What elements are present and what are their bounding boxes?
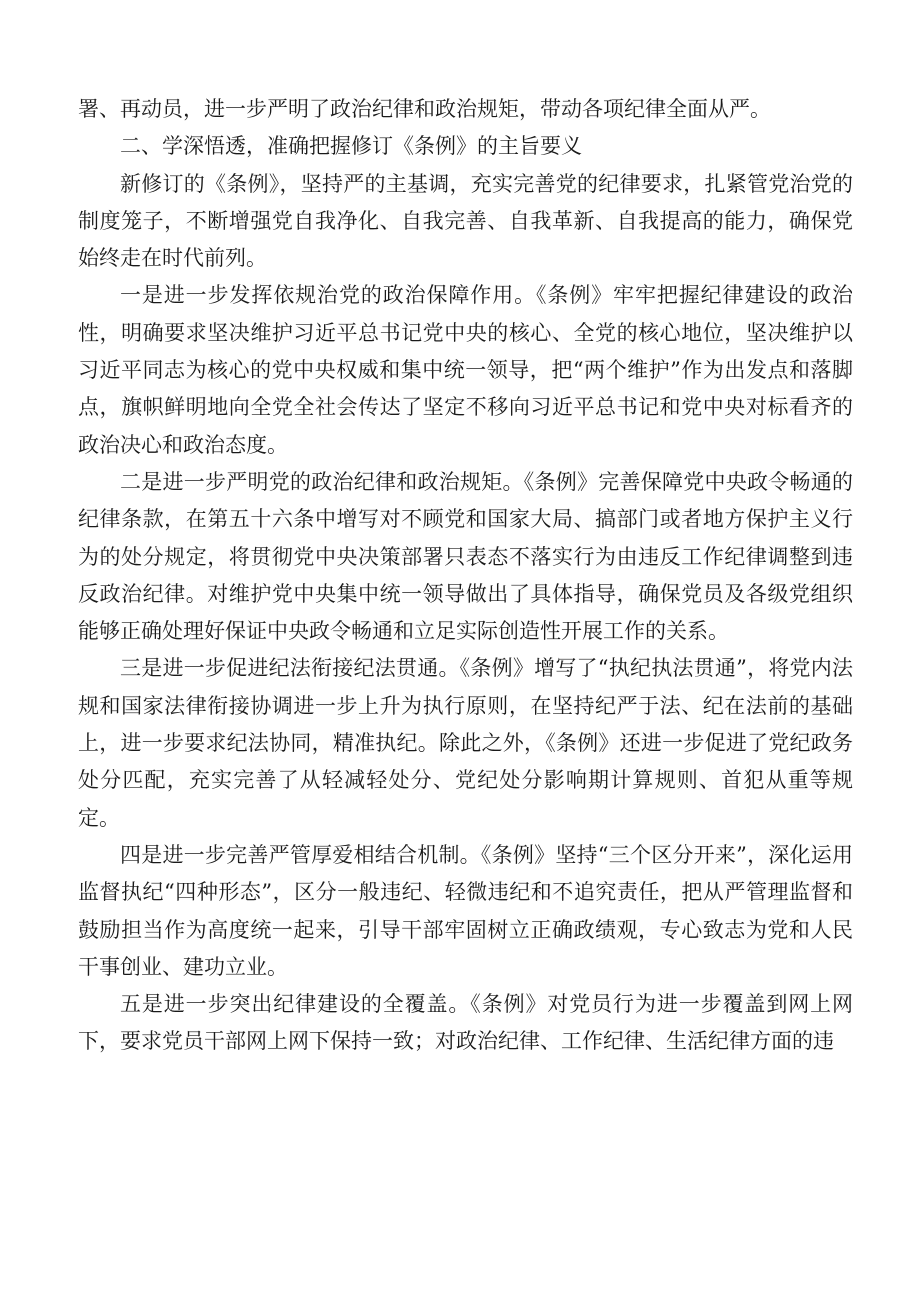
paragraph-point-5: 五是进一步突出纪律建设的全覆盖。《条例》对党员行为进一步覆盖到网上网下，要求党员干部网上网下保持一致；对政治纪律、工作纪律、生活纪律方面的违 — [78, 992, 853, 1054]
paragraph-point-2: 二是进一步严明党的政治纪律和政治规矩。《条例》完善保障党中央政令畅通的纪律条款，在第五十六条中增写对不顾党和国家大局、搞部门或者地方保护主义行为的处分规定，将贯彻党中央决策部署只表态不落实行为由违反工作纪律调整到违反政治纪律。对维护党中央集中统一领导做出了具体指导，确保党员及各级党组织能够正确处理好保证中央政令畅通和立足实际创造性开展工作的关系。 — [78, 469, 853, 644]
document-body — [78, 91, 853, 1061]
section-heading: 二、学深悟透，准确把握修订《条例》的主旨要义 — [120, 134, 582, 159]
paragraph-continuation: 署、再动员，进一步严明了政治纪律和政治规矩，带动各项纪律全面从严。 — [78, 97, 771, 121]
paragraph-point-3: 三是进一步促进纪法衔接纪法贯通。《条例》增写了“执纪执法贯通”，将党内法规和国家法律衔接协调进一步上升为执行原则，在坚持纪严于法、纪在法前的基础上，进一步要求纪法协同，精准执纪。除此之外，《条例》还进一步促进了党纪政务处分匹配，充实完善了从轻减轻处分、党纪处分影响期计算规则、首犯从重等规定。 — [78, 656, 853, 830]
paragraph-point-1: 一是进一步发挥依规治党的政治保障作用。《条例》牢牢把握纪律建设的政治性，明确要求坚决维护习近平总书记党中央的核心、全党的核心地位，坚决维护以习近平同志为核心的党中央权威和集中统一领导，把“两个维护”作为出发点和落脚点，旗帜鲜明地向全党全社会传达了坚定不移向习近平总书记和党中央对标看齐的政治决心和政治态度。 — [78, 283, 853, 457]
paragraph-intro: 新修订的《条例》，坚持严的主基调，充实完善党的纪律要求，扎紧管党治党的制度笼子，不断增强党自我净化、自我完善、自我革新、自我提高的能力，确保党始终走在时代前列。 — [78, 171, 853, 271]
paragraph-point-4: 四是进一步完善严管厚爱相结合机制。《条例》坚持“三个区分开来”，深化运用监督执纪“四种形态”，区分一般违纪、轻微违纪和不追究责任，把从严管理监督和鼓励担当作为高度统一起来，引导干部牢固树立正确政绩观，专心致志为党和人民干事创业、建功立业。 — [78, 842, 853, 979]
